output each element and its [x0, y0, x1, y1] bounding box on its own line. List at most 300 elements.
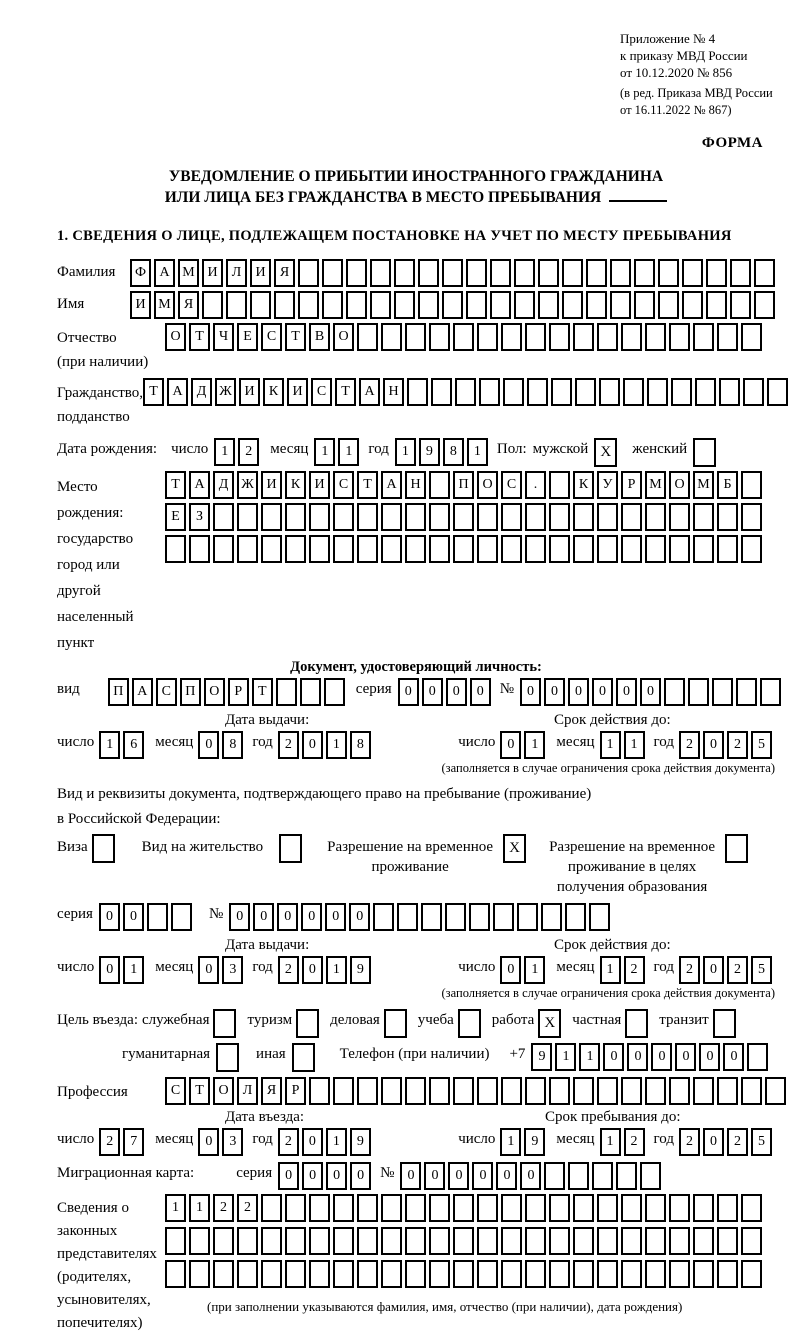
char-cell[interactable]: Ф [130, 259, 151, 287]
char-cell[interactable] [250, 291, 271, 319]
char-cell[interactable] [324, 678, 345, 706]
char-cell[interactable] [741, 1227, 762, 1255]
char-cell[interactable]: 0 [326, 1162, 347, 1190]
char-cell[interactable]: И [287, 378, 308, 406]
char-cell[interactable]: Л [237, 1077, 258, 1105]
char-cell[interactable]: 2 [238, 438, 259, 466]
char-cell[interactable]: 1 [555, 1043, 576, 1071]
char-cell[interactable]: М [693, 471, 714, 499]
char-cell[interactable] [407, 378, 428, 406]
char-cell[interactable]: Т [143, 378, 164, 406]
char-cell[interactable] [469, 903, 490, 931]
char-cell[interactable] [743, 378, 764, 406]
char-cell[interactable] [616, 1162, 637, 1190]
char-cell[interactable] [333, 1227, 354, 1255]
char-cell[interactable] [501, 1260, 522, 1288]
char-cell[interactable]: 0 [198, 956, 219, 984]
char-cell[interactable] [216, 1043, 239, 1072]
char-cell[interactable]: 1 [524, 731, 545, 759]
char-cell[interactable] [719, 378, 740, 406]
char-cell[interactable] [237, 503, 258, 531]
char-cell[interactable]: 0 [470, 678, 491, 706]
char-cell[interactable] [381, 1227, 402, 1255]
char-cell[interactable] [634, 259, 655, 287]
char-cell[interactable]: Б [717, 471, 738, 499]
char-cell[interactable] [429, 1227, 450, 1255]
char-cell[interactable] [405, 1194, 426, 1222]
char-cell[interactable] [261, 535, 282, 563]
char-cell[interactable]: 0 [302, 956, 323, 984]
char-cell[interactable] [645, 535, 666, 563]
char-cell[interactable] [309, 1227, 330, 1255]
char-cell[interactable] [573, 1227, 594, 1255]
char-cell[interactable] [453, 535, 474, 563]
char-cell[interactable] [381, 1194, 402, 1222]
char-cell[interactable] [610, 259, 631, 287]
char-cell[interactable] [189, 1227, 210, 1255]
char-cell[interactable]: 1 [314, 438, 335, 466]
char-cell[interactable]: 2 [679, 731, 700, 759]
char-cell[interactable] [717, 535, 738, 563]
char-cell[interactable]: 0 [703, 731, 724, 759]
char-cell[interactable]: 0 [302, 1128, 323, 1156]
char-cell[interactable] [237, 535, 258, 563]
char-cell[interactable] [285, 535, 306, 563]
char-cell[interactable]: О [165, 323, 186, 351]
char-cell[interactable]: 0 [301, 903, 322, 931]
char-cell[interactable] [213, 1260, 234, 1288]
char-cell[interactable]: Т [189, 1077, 210, 1105]
char-cell[interactable]: А [167, 378, 188, 406]
char-cell[interactable] [429, 1194, 450, 1222]
char-cell[interactable] [384, 1009, 407, 1038]
char-cell[interactable]: 2 [727, 1128, 748, 1156]
char-cell[interactable]: 0 [500, 956, 521, 984]
char-cell[interactable] [549, 535, 570, 563]
char-cell[interactable] [501, 535, 522, 563]
char-cell[interactable]: 0 [603, 1043, 624, 1071]
char-cell[interactable]: 0 [640, 678, 661, 706]
char-cell[interactable]: 2 [624, 956, 645, 984]
char-cell[interactable]: . [525, 471, 546, 499]
char-cell[interactable] [693, 535, 714, 563]
char-cell[interactable] [237, 1227, 258, 1255]
char-cell[interactable]: 0 [302, 1162, 323, 1190]
char-cell[interactable] [490, 291, 511, 319]
char-cell[interactable] [621, 535, 642, 563]
char-cell[interactable] [442, 259, 463, 287]
char-cell[interactable]: 1 [395, 438, 416, 466]
char-cell[interactable]: 7 [123, 1128, 144, 1156]
char-cell[interactable] [285, 1227, 306, 1255]
char-cell[interactable]: 2 [237, 1194, 258, 1222]
char-cell[interactable]: X [594, 438, 617, 467]
char-cell[interactable] [669, 535, 690, 563]
char-cell[interactable] [477, 1260, 498, 1288]
char-cell[interactable] [760, 678, 781, 706]
char-cell[interactable] [592, 1162, 613, 1190]
char-cell[interactable] [213, 1009, 236, 1038]
char-cell[interactable]: 0 [723, 1043, 744, 1071]
char-cell[interactable] [717, 1260, 738, 1288]
char-cell[interactable] [549, 1227, 570, 1255]
char-cell[interactable] [586, 291, 607, 319]
char-cell[interactable] [527, 378, 548, 406]
char-cell[interactable]: О [213, 1077, 234, 1105]
char-cell[interactable]: О [204, 678, 225, 706]
char-cell[interactable] [754, 291, 775, 319]
char-cell[interactable]: С [333, 471, 354, 499]
char-cell[interactable] [373, 903, 394, 931]
char-cell[interactable] [693, 1227, 714, 1255]
char-cell[interactable]: 2 [213, 1194, 234, 1222]
char-cell[interactable]: 0 [446, 678, 467, 706]
char-cell[interactable]: 0 [675, 1043, 696, 1071]
char-cell[interactable]: 0 [651, 1043, 672, 1071]
char-cell[interactable]: К [573, 471, 594, 499]
char-cell[interactable]: Р [228, 678, 249, 706]
char-cell[interactable]: 1 [579, 1043, 600, 1071]
char-cell[interactable] [669, 323, 690, 351]
char-cell[interactable] [357, 535, 378, 563]
char-cell[interactable] [501, 323, 522, 351]
char-cell[interactable] [549, 323, 570, 351]
char-cell[interactable] [730, 291, 751, 319]
char-cell[interactable] [621, 503, 642, 531]
char-cell[interactable] [466, 291, 487, 319]
char-cell[interactable]: 1 [338, 438, 359, 466]
char-cell[interactable] [477, 503, 498, 531]
char-cell[interactable] [501, 1227, 522, 1255]
char-cell[interactable] [658, 259, 679, 287]
char-cell[interactable]: 0 [448, 1162, 469, 1190]
char-cell[interactable]: 0 [123, 903, 144, 931]
char-cell[interactable]: Т [165, 471, 186, 499]
char-cell[interactable]: 3 [222, 1128, 243, 1156]
char-cell[interactable] [357, 1227, 378, 1255]
char-cell[interactable] [736, 678, 757, 706]
char-cell[interactable] [573, 323, 594, 351]
char-cell[interactable] [296, 1009, 319, 1038]
char-cell[interactable] [453, 1077, 474, 1105]
char-cell[interactable]: С [501, 471, 522, 499]
char-cell[interactable]: 0 [627, 1043, 648, 1071]
char-cell[interactable] [725, 834, 748, 863]
char-cell[interactable]: Н [405, 471, 426, 499]
char-cell[interactable] [514, 259, 535, 287]
char-cell[interactable] [597, 503, 618, 531]
char-cell[interactable] [429, 535, 450, 563]
char-cell[interactable] [568, 1162, 589, 1190]
char-cell[interactable]: П [180, 678, 201, 706]
char-cell[interactable] [573, 1077, 594, 1105]
char-cell[interactable] [213, 1227, 234, 1255]
char-cell[interactable] [453, 323, 474, 351]
char-cell[interactable] [202, 291, 223, 319]
char-cell[interactable] [621, 1227, 642, 1255]
char-cell[interactable]: Е [165, 503, 186, 531]
char-cell[interactable] [741, 503, 762, 531]
char-cell[interactable] [357, 1077, 378, 1105]
char-cell[interactable]: 0 [398, 678, 419, 706]
char-cell[interactable]: 0 [703, 1128, 724, 1156]
char-cell[interactable] [693, 1077, 714, 1105]
char-cell[interactable]: 1 [524, 956, 545, 984]
char-cell[interactable] [658, 291, 679, 319]
char-cell[interactable] [458, 1009, 481, 1038]
char-cell[interactable]: Е [237, 323, 258, 351]
char-cell[interactable] [621, 1077, 642, 1105]
char-cell[interactable] [92, 834, 115, 863]
char-cell[interactable]: С [165, 1077, 186, 1105]
char-cell[interactable]: 2 [727, 731, 748, 759]
char-cell[interactable] [741, 471, 762, 499]
char-cell[interactable] [189, 1260, 210, 1288]
char-cell[interactable] [621, 323, 642, 351]
char-cell[interactable]: Т [189, 323, 210, 351]
char-cell[interactable] [189, 535, 210, 563]
char-cell[interactable] [276, 678, 297, 706]
char-cell[interactable]: 0 [568, 678, 589, 706]
char-cell[interactable]: П [453, 471, 474, 499]
char-cell[interactable] [562, 259, 583, 287]
char-cell[interactable] [261, 1227, 282, 1255]
char-cell[interactable] [645, 323, 666, 351]
char-cell[interactable] [445, 903, 466, 931]
char-cell[interactable] [597, 1227, 618, 1255]
char-cell[interactable] [479, 378, 500, 406]
char-cell[interactable] [503, 378, 524, 406]
char-cell[interactable] [717, 1194, 738, 1222]
char-cell[interactable] [405, 535, 426, 563]
char-cell[interactable] [171, 903, 192, 931]
char-cell[interactable] [517, 903, 538, 931]
char-cell[interactable] [357, 1194, 378, 1222]
char-cell[interactable]: 9 [350, 1128, 371, 1156]
char-cell[interactable] [429, 323, 450, 351]
char-cell[interactable] [525, 1194, 546, 1222]
char-cell[interactable]: Т [357, 471, 378, 499]
char-cell[interactable]: 8 [443, 438, 464, 466]
char-cell[interactable]: 5 [751, 1128, 772, 1156]
char-cell[interactable] [610, 291, 631, 319]
char-cell[interactable] [706, 291, 727, 319]
char-cell[interactable]: М [178, 259, 199, 287]
char-cell[interactable] [357, 503, 378, 531]
char-cell[interactable] [712, 678, 733, 706]
char-cell[interactable]: 1 [165, 1194, 186, 1222]
char-cell[interactable] [645, 1227, 666, 1255]
char-cell[interactable]: В [309, 323, 330, 351]
char-cell[interactable] [645, 1077, 666, 1105]
char-cell[interactable]: X [538, 1009, 561, 1038]
char-cell[interactable]: 0 [703, 956, 724, 984]
char-cell[interactable]: 0 [350, 1162, 371, 1190]
char-cell[interactable] [747, 1043, 768, 1071]
char-cell[interactable]: 0 [229, 903, 250, 931]
char-cell[interactable] [453, 1227, 474, 1255]
char-cell[interactable] [625, 1009, 648, 1038]
char-cell[interactable] [309, 1077, 330, 1105]
char-cell[interactable] [623, 378, 644, 406]
char-cell[interactable] [309, 535, 330, 563]
char-cell[interactable] [381, 323, 402, 351]
char-cell[interactable] [597, 323, 618, 351]
char-cell[interactable]: О [477, 471, 498, 499]
char-cell[interactable]: 0 [496, 1162, 517, 1190]
char-cell[interactable] [322, 291, 343, 319]
char-cell[interactable]: 1 [123, 956, 144, 984]
char-cell[interactable]: 5 [751, 956, 772, 984]
char-cell[interactable] [394, 291, 415, 319]
char-cell[interactable] [645, 1194, 666, 1222]
char-cell[interactable] [669, 1194, 690, 1222]
char-cell[interactable]: 2 [278, 956, 299, 984]
char-cell[interactable]: Ж [237, 471, 258, 499]
char-cell[interactable] [693, 1194, 714, 1222]
char-cell[interactable] [706, 259, 727, 287]
char-cell[interactable]: А [154, 259, 175, 287]
char-cell[interactable]: 2 [624, 1128, 645, 1156]
char-cell[interactable] [597, 1260, 618, 1288]
char-cell[interactable]: 1 [326, 1128, 347, 1156]
char-cell[interactable]: А [381, 471, 402, 499]
char-cell[interactable] [713, 1009, 736, 1038]
char-cell[interactable] [717, 1227, 738, 1255]
char-cell[interactable]: 1 [467, 438, 488, 466]
char-cell[interactable] [370, 259, 391, 287]
char-cell[interactable]: 9 [524, 1128, 545, 1156]
char-cell[interactable]: 1 [600, 956, 621, 984]
char-cell[interactable] [565, 903, 586, 931]
char-cell[interactable]: А [359, 378, 380, 406]
char-cell[interactable] [501, 1077, 522, 1105]
char-cell[interactable] [429, 471, 450, 499]
char-cell[interactable]: 0 [699, 1043, 720, 1071]
char-cell[interactable] [586, 259, 607, 287]
char-cell[interactable] [549, 503, 570, 531]
char-cell[interactable] [664, 678, 685, 706]
char-cell[interactable] [309, 1260, 330, 1288]
char-cell[interactable]: С [261, 323, 282, 351]
char-cell[interactable]: 0 [198, 1128, 219, 1156]
char-cell[interactable] [431, 378, 452, 406]
char-cell[interactable] [381, 535, 402, 563]
char-cell[interactable] [501, 503, 522, 531]
char-cell[interactable]: 0 [500, 731, 521, 759]
char-cell[interactable]: 0 [99, 956, 120, 984]
char-cell[interactable]: 1 [99, 731, 120, 759]
char-cell[interactable] [525, 323, 546, 351]
char-cell[interactable]: Т [252, 678, 273, 706]
char-cell[interactable] [525, 1260, 546, 1288]
char-cell[interactable] [551, 378, 572, 406]
char-cell[interactable] [309, 503, 330, 531]
char-cell[interactable]: Я [274, 259, 295, 287]
char-cell[interactable]: 6 [123, 731, 144, 759]
char-cell[interactable] [549, 1194, 570, 1222]
char-cell[interactable] [669, 1077, 690, 1105]
char-cell[interactable] [285, 503, 306, 531]
char-cell[interactable]: 0 [99, 903, 120, 931]
char-cell[interactable]: 1 [600, 731, 621, 759]
char-cell[interactable]: 1 [500, 1128, 521, 1156]
char-cell[interactable] [634, 291, 655, 319]
char-cell[interactable] [490, 259, 511, 287]
char-cell[interactable]: 9 [531, 1043, 552, 1071]
char-cell[interactable] [309, 1194, 330, 1222]
char-cell[interactable] [333, 535, 354, 563]
char-cell[interactable] [300, 678, 321, 706]
char-cell[interactable]: 5 [751, 731, 772, 759]
char-cell[interactable] [477, 1077, 498, 1105]
char-cell[interactable] [597, 1194, 618, 1222]
char-cell[interactable]: Я [178, 291, 199, 319]
char-cell[interactable] [573, 535, 594, 563]
char-cell[interactable] [621, 1194, 642, 1222]
char-cell[interactable] [549, 1077, 570, 1105]
char-cell[interactable]: 0 [278, 1162, 299, 1190]
char-cell[interactable]: 0 [592, 678, 613, 706]
char-cell[interactable] [418, 291, 439, 319]
char-cell[interactable] [429, 503, 450, 531]
char-cell[interactable] [394, 259, 415, 287]
char-cell[interactable]: А [189, 471, 210, 499]
char-cell[interactable]: 0 [302, 731, 323, 759]
char-cell[interactable] [405, 503, 426, 531]
char-cell[interactable]: 2 [99, 1128, 120, 1156]
char-cell[interactable] [213, 503, 234, 531]
char-cell[interactable] [693, 438, 716, 467]
char-cell[interactable] [418, 259, 439, 287]
char-cell[interactable] [597, 535, 618, 563]
char-cell[interactable]: 9 [419, 438, 440, 466]
char-cell[interactable] [525, 1077, 546, 1105]
char-cell[interactable] [669, 1260, 690, 1288]
char-cell[interactable] [477, 1227, 498, 1255]
char-cell[interactable]: 0 [349, 903, 370, 931]
char-cell[interactable]: 0 [520, 678, 541, 706]
char-cell[interactable]: И [239, 378, 260, 406]
char-cell[interactable]: Ч [213, 323, 234, 351]
char-cell[interactable]: 0 [422, 678, 443, 706]
char-cell[interactable] [549, 1260, 570, 1288]
char-cell[interactable] [455, 378, 476, 406]
char-cell[interactable] [562, 291, 583, 319]
char-cell[interactable] [597, 1077, 618, 1105]
char-cell[interactable] [730, 259, 751, 287]
char-cell[interactable]: 1 [214, 438, 235, 466]
char-cell[interactable] [333, 503, 354, 531]
char-cell[interactable] [688, 678, 709, 706]
char-cell[interactable] [695, 378, 716, 406]
char-cell[interactable] [405, 1227, 426, 1255]
char-cell[interactable] [333, 1260, 354, 1288]
char-cell[interactable] [493, 903, 514, 931]
char-cell[interactable]: Т [335, 378, 356, 406]
char-cell[interactable]: 2 [278, 731, 299, 759]
char-cell[interactable]: С [156, 678, 177, 706]
char-cell[interactable]: 2 [679, 956, 700, 984]
char-cell[interactable] [477, 535, 498, 563]
char-cell[interactable] [765, 1077, 786, 1105]
char-cell[interactable]: 1 [624, 731, 645, 759]
char-cell[interactable] [405, 1077, 426, 1105]
char-cell[interactable] [261, 1260, 282, 1288]
char-cell[interactable]: М [154, 291, 175, 319]
char-cell[interactable]: 8 [222, 731, 243, 759]
char-cell[interactable] [754, 259, 775, 287]
